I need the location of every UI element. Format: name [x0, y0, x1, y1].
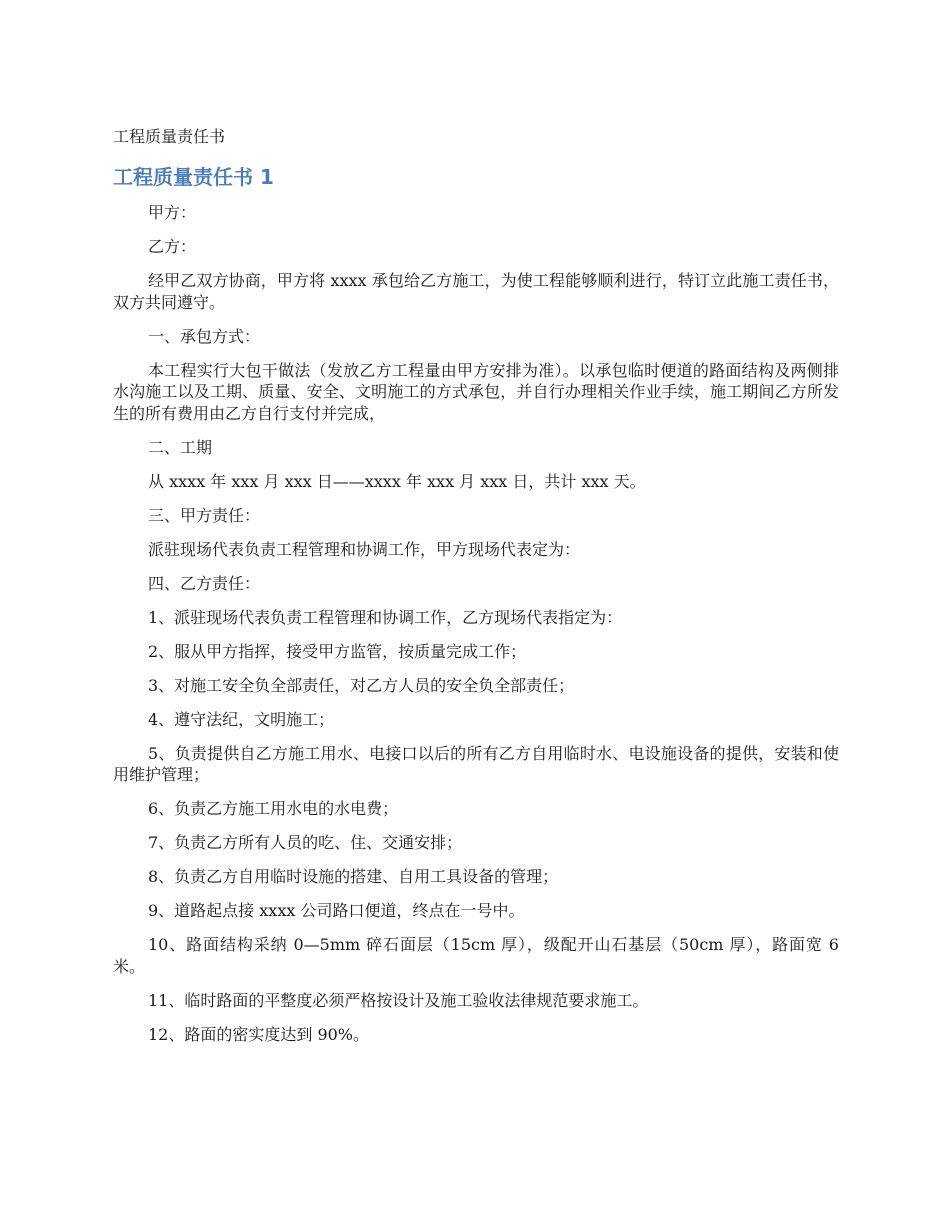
- paragraph-party-a: 甲方：: [148, 203, 197, 222]
- document-title: 工程质量责任书: [113, 127, 226, 146]
- paragraph-section-4-title: 四、乙方责任：: [148, 573, 261, 593]
- paragraph-section-2-title: 二、工期: [148, 437, 213, 457]
- list-item-6: 6、负责乙方施工用水电的水电费；: [148, 799, 399, 818]
- paragraph-section-2-body: 从 xxxx 年 xxx 月 xxx 日——xxxx 年 xxx 月 xxx 日，共计 xxx 天。: [148, 471, 646, 491]
- paragraph-section-3-body: 派驻现场代表负责工程管理和协调工作，甲方现场代表定为：: [148, 539, 581, 559]
- paragraph-intro: 经甲乙双方协商，甲方将 xxxx 承包给乙方施工，为使工程能够顺利进行，特订立此施工责任书，双方共同遵守。: [113, 271, 839, 312]
- list-item-10: 10、路面结构采纳 0—5mm 碎石面层（15cm 厚），级配开山石基层（50cm 厚），路面宽 6 米。: [113, 935, 839, 976]
- list-item-2: 2、服从甲方指挥，接受甲方监管，按质量完成工作；: [148, 641, 527, 661]
- paragraph-party-b: 乙方：: [148, 237, 197, 256]
- document-body: [113, 202, 839, 1058]
- list-item-4: 4、遵守法纪，文明施工；: [148, 709, 335, 729]
- list-item-11: 11、临时路面的平整度必须严格按设计及施工验收法律规范要求施工。: [148, 990, 649, 1010]
- list-item-3: 3、对施工安全负全部责任，对乙方人员的安全负全部责任；: [148, 675, 575, 695]
- paragraph-section-1-title: 一、承包方式：: [148, 326, 261, 346]
- paragraph-section-1-body: 本工程实行大包干做法（发放乙方工程量由甲方安排为准）。以承包临时便道的路面结构及两侧排水沟施工以及工期、质量、安全、文明施工的方式承包，并自行办理相关作业手续，施工期间乙方所发生的所有费用由乙方自行支付并完成，: [113, 360, 839, 423]
- paragraph-section-3-title: 三、甲方责任：: [148, 505, 261, 525]
- list-item-8: 8、负责乙方自用临时设施的搭建、自用工具设备的管理；: [148, 867, 559, 886]
- list-item-7: 7、负责乙方所有人员的吃、住、交通安排；: [148, 833, 463, 852]
- list-item-1: 1、派驻现场代表负责工程管理和协调工作，乙方现场代表指定为：: [148, 607, 623, 627]
- list-item-12: 12、路面的密实度达到 90%。: [148, 1024, 370, 1044]
- list-item-9: 9、道路起点接 xxxx 公司路口便道，终点在一号中。: [148, 901, 525, 920]
- section-heading: 工程质量责任书 1: [113, 165, 274, 189]
- list-item-5: 5、负责提供自乙方施工用水、电接口以后的所有乙方自用临时水、电设施设备的提供，安装和使用维护管理；: [113, 743, 839, 784]
